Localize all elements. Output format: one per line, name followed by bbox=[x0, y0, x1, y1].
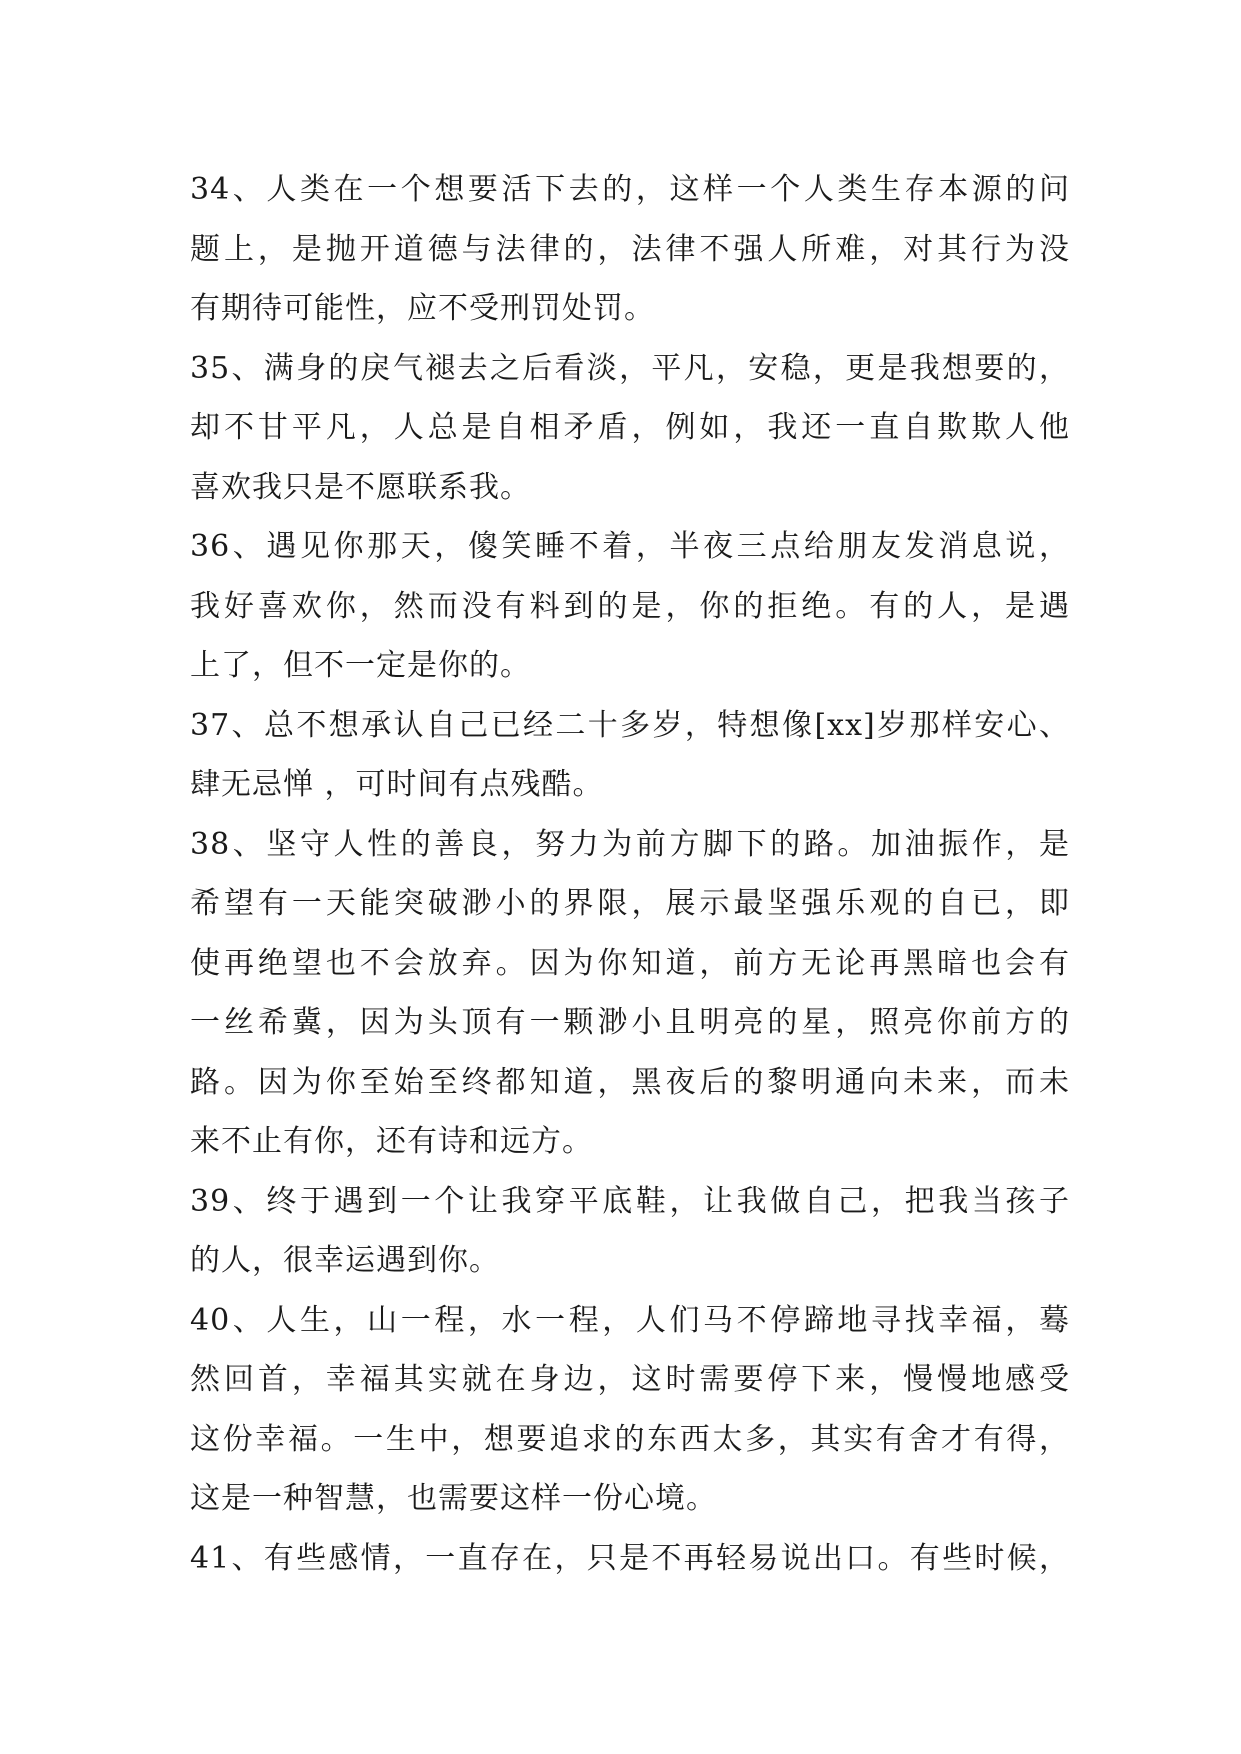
text-line: 喜欢我只是不愿联系我。 bbox=[190, 469, 531, 505]
text-line: 使再绝望也不会放弃。因为你知道，前方无论再黑暗也会有 bbox=[190, 945, 1070, 981]
text-line: 希望有一天能突破渺小的界限，展示最坚强乐观的自已，即 bbox=[190, 886, 1070, 921]
text-line: 36、遇见你那天，傻笑睡不着，半夜三点给朋友发消息说， bbox=[190, 529, 1070, 564]
text-line: 然回首，幸福其实就在身边，这时需要停下来，慢慢地感受 bbox=[190, 1362, 1070, 1397]
text-line: 这份幸福。一生中，想要追求的东西太多，其实有舍才有得， bbox=[190, 1421, 1070, 1457]
text-line: 这是一种智慧，也需要这样一份心境。 bbox=[190, 1481, 717, 1516]
text-line: 肆无忌惮 ，可时间有点残酷。 bbox=[190, 767, 604, 802]
text-line: 38、坚守人性的善良，努力为前方脚下的路。加油振作，是 bbox=[190, 826, 1070, 862]
text-line: 却不甘平凡，人总是自相矛盾，例如，我还一直自欺欺人他 bbox=[190, 410, 1070, 445]
text-line: 34、人类在一个想要活下去的，这样一个人类生存本源的问 bbox=[190, 172, 1070, 207]
text-line: 37、总不想承认自己已经二十多岁，特想像[xx]岁那样安心、 bbox=[190, 707, 1070, 743]
text-line: 39、终于遇到一个让我穿平底鞋，让我做自己，把我当孩子 bbox=[190, 1183, 1070, 1219]
text-line: 来不止有你，还有诗和远方。 bbox=[190, 1124, 593, 1159]
text-line: 题上，是抛开道德与法律的，法律不强人所难，对其行为没 bbox=[190, 231, 1070, 267]
text-line: 41、有些感情，一直存在，只是不再轻易说出口。有些时候， bbox=[190, 1540, 1070, 1576]
text-line: 40、人生，山一程，水一程，人们马不停蹄地寻找幸福，蓦 bbox=[190, 1302, 1070, 1338]
text-line: 有期待可能性，应不受刑罚处罚。 bbox=[190, 291, 655, 326]
text-line: 上了，但不一定是你的。 bbox=[190, 648, 531, 683]
text-line: 路。因为你至始至终都知道，黑夜后的黎明通向未来，而未 bbox=[190, 1064, 1070, 1100]
text-line: 我好喜欢你，然而没有料到的是，你的拒绝。有的人，是遇 bbox=[190, 588, 1070, 624]
text-line: 35、满身的戾气褪去之后看淡，平凡，安稳，更是我想要的， bbox=[190, 350, 1070, 386]
text-line: 一丝希冀，因为头顶有一颗渺小且明亮的星，照亮你前方的 bbox=[190, 1005, 1070, 1040]
document-body bbox=[190, 160, 1070, 1588]
text-line: 的人，很幸运遇到你。 bbox=[190, 1243, 500, 1278]
